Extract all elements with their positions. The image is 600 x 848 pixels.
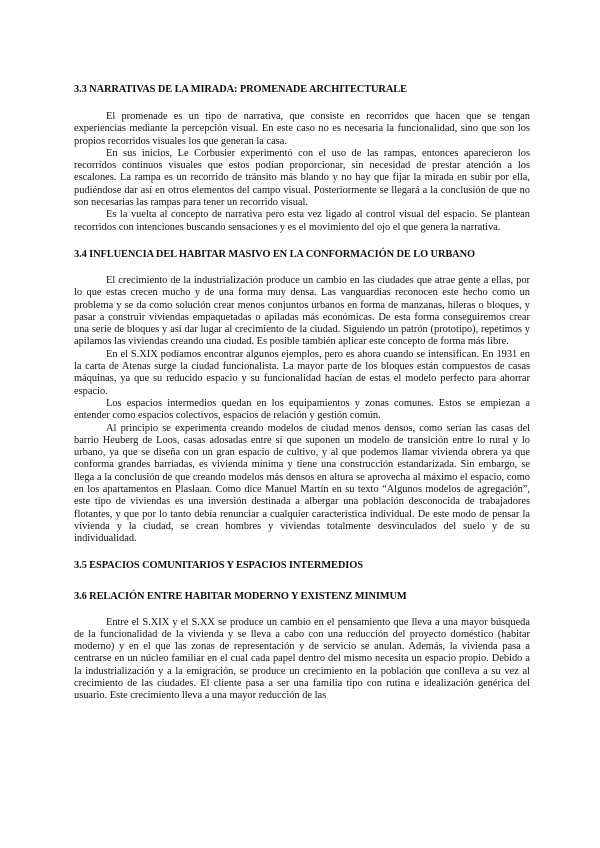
document-page [74,83,530,703]
section-heading: 3.4 INFLUENCIA DEL HABITAR MASIVO EN LA CONFORMACIÓN DE LO URBANO [74,248,475,260]
paragraph: En sus inicios, Le Corbusier experimentó con el uso de las rampas, entonces aparecieron los recorridos continuos visuales que estos podían proporcionar, sin necesidad de prestar atención a los escalones. La rampa es un recorrido de tránsito más blando y no hay que fijar la mirada en subir por ella, pudiéndose dar así en otros elementos del campo visual. Posteriormente se llegará a la conclusión de que no son necesarias las rampas para tener un recorrido visual. [74,147,530,209]
paragraph: Es la vuelta al concepto de narrativa pero esta vez ligado al control visual del espacio. Se plantean recorridos con intenciones buscando sensaciones y es el movimiento del ojo el que genera la narrativa. [74,209,530,233]
paragraph: En el S.XIX podíamos encontrar algunos ejemplos, pero es ahora cuando se intensifican. En 1931 en la carta de Atenas surge la ciudad funcionalista. La mayor parte de los bloques están compuestos de casas máquinas, ya que su reducido espacio y su funcionalidad hacían de estas el modelo perfecto para ahorrar espacio. [74,348,530,397]
paragraph: El promenade es un tipo de narrativa, que consiste en recorridos que hacen que se tengan experiencias mediante la percepción visual. En este caso no es necesaria la funcionalidad, sino que son los propios recorridos visuales los que generan la casa. [74,111,530,147]
paragraph: El crecimiento de la industrialización produce un cambio en las ciudades que atrae gente a ellas, por lo que estas crecen mucho y de una forma muy densa. Las vanguardias reconocen este hecho como un problema y se da como solución crear menos conjuntos urbanos en forma de manzanas, hileras o bloques, y pasar a construir viviendas empaquetadas o apiladas más económicas. De esta forma conseguiremos crear una serie de bloques y así dar lugar al crecimiento de la ciudad. Siguiendo un patrón (prototipo), repetimos y apilamos las viviendas creando una ciudad. Es posible también aplicar este concepto de forma más libre. [74,274,530,348]
paragraph: Los espacios intermedios quedan en los equipamientos y zonas comunes. Estos se empiezan a entender como espacios colectivos, espacios de relación y gestión común. [74,397,530,422]
section-heading: 3.5 ESPACIOS COMUNITARIOS Y ESPACIOS INTERMEDIOS [74,559,363,571]
section-3-6 [74,590,530,703]
section-heading: 3.6 RELACIÓN ENTRE HABITAR MODERNO Y EXISTENZ MINIMUM [74,590,407,602]
section-3-4 [74,248,530,546]
section-3-5 [74,559,530,572]
section-3-3 [74,83,530,234]
paragraph: Al principio se experimenta creando modelos de ciudad menos densos, como serían las casas del barrio Heuberg de Loos, casas adosadas entre sí que suponen un modelo de transición entre lo rural y lo urbano, ya que se diseña con un gran espacio de cultivo, y al que podemos llamar vivienda obrera ya que conforma grandes barriadas, es vivienda mínima y tiene una construcción estandarizada. Sin embargo, se llega a la conclusión de que creando modelos más densos en altura se aprovecha al máximo el espacio, como en los apartamentos en Plaslaan. Como dice Manuel Martín en su texto “Algunos modelos de agregación”, este tipo de viviendas es una inversión destinada a albergar una población desconocida de trabajadores flotantes, y que por lo tanto debía renunciar a cualquier característica individual. De este modo de pensar la vivienda y la ciudad, se crean hombres y viviendas totalmente desvinculados del suelo y de su individualidad. [74,422,530,545]
section-heading: 3.3 NARRATIVAS DE LA MIRADA: PROMENADE ARCHITECTURALE [74,84,407,95]
paragraph: Entre el S.XIX y el S.XX se produce un cambio en el pensamiento que lleva a una mayor búsqueda de la funcionalidad de la vivienda y se lleva a cabo con una reducción del proyecto doméstico (habitar moderno) y en el que las zonas de representación y de servicio se anulan. Además, la vivienda pasa a centrarse en un núcleo familiar en el cual cada papel dentro del mismo necesita un espacio propio. Debido a la industrialización y a la emigración, se produce un crecimiento en la población que conlleva a su vez al crecimiento de las ciudades. El cliente pasa a ser una familia tipo con rutina e idealización genérica del usuario. Este crecimiento lleva a una mayor reducción de las [74,616,530,702]
